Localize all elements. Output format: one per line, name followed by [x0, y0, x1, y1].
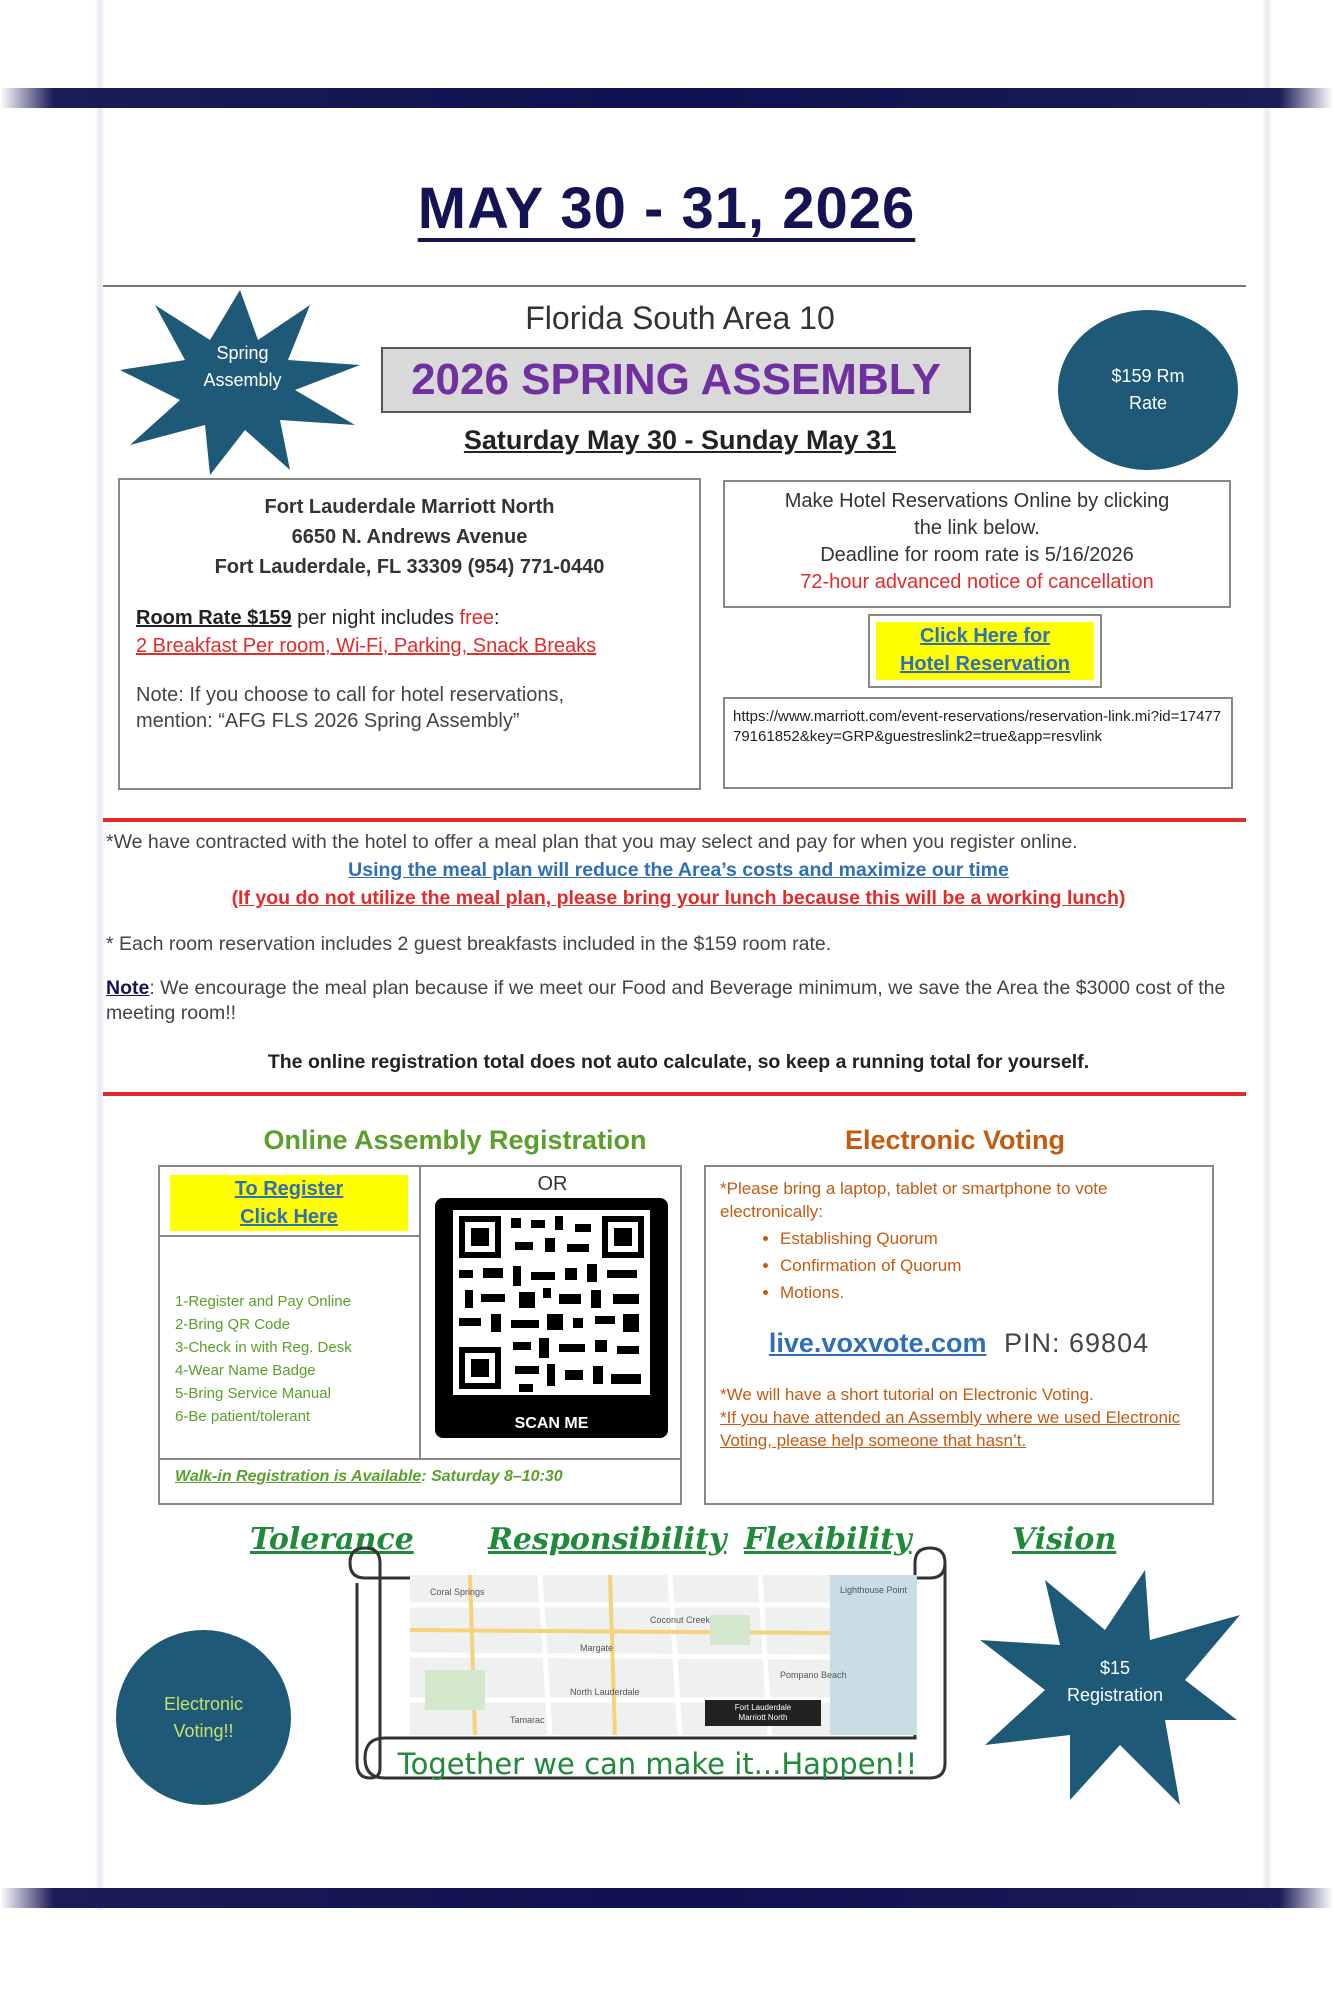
step-6: 6-Be patient/tolerant [175, 1408, 311, 1425]
help-note: *If you have attended an Assembly where we used Electronic Voting, please help someone that hasn’t. [720, 1408, 1181, 1450]
registration-inner-line [158, 1235, 420, 1237]
walk-in-label: Walk-in Registration is Available [175, 1468, 422, 1485]
walk-in-note [175, 1468, 563, 1486]
note-line-1: Note: If you choose to call for hotel reservations, [136, 684, 564, 706]
map-place-north-lauderdale: North Lauderdale [570, 1687, 640, 1697]
step-4: 4-Wear Name Badge [175, 1362, 316, 1379]
voting-pin: PIN: 69804 [1004, 1328, 1150, 1358]
voxvote-link[interactable]: live.voxvote.com [768, 1328, 987, 1358]
qr-code-frame[interactable] [435, 1198, 668, 1438]
voting-item-1: • Establishing Quorum [780, 1227, 1198, 1250]
hotel-reservation-button[interactable]: Click Here for Hotel Reservation [876, 622, 1094, 680]
value-responsibility: Responsibility [488, 1522, 727, 1557]
step-3: 3-Check in with Reg. Desk [175, 1339, 352, 1356]
voting-box [704, 1165, 1214, 1505]
spring-assembly-label: Spring Assembly [203, 343, 282, 390]
map-place-pompano: Pompano Beach [780, 1670, 847, 1680]
note-text: : We encourage the meal plan because if we meet our Food and Beverage minimum, we save the Area the $3000 cost of the meeting room!! [106, 977, 1226, 1024]
registration-steps [175, 1290, 352, 1428]
cancellation-text: 72-hour advanced notice of cancellation [800, 571, 1154, 593]
deadline-text: Deadline for room rate is 5/16/2026 [820, 544, 1134, 566]
map[interactable] [410, 1575, 917, 1735]
map-hotel-marker: Fort Lauderdale Marriott North [705, 1700, 821, 1726]
top-border-bar [0, 88, 1333, 108]
red-divider [103, 818, 1246, 822]
map-place-coral-springs: Coral Springs [430, 1587, 485, 1597]
voting-list [750, 1227, 1198, 1304]
scan-me-label: SCAN ME [514, 1415, 589, 1432]
meal-note [106, 976, 1251, 1026]
register-button[interactable]: To Register Click Here [170, 1175, 408, 1231]
hotel-city-phone: Fort Lauderdale, FL 33309 (954) 771-0440 [214, 556, 605, 578]
voting-access [720, 1328, 1198, 1358]
room-rate-suffix: per night includes [291, 607, 460, 629]
right-frame-edge [1262, 0, 1272, 1910]
breakfast-note: * Each room reservation includes 2 guest breakfasts included in the $159 room rate. [106, 933, 832, 955]
step-5: 5-Bring Service Manual [175, 1385, 331, 1402]
registration-heading: Online Assembly Registration [263, 1125, 647, 1155]
electronic-voting-circle: Electronic Voting!! [116, 1630, 291, 1805]
room-rate-label: Room Rate $159 [136, 607, 292, 629]
reservation-box [723, 480, 1231, 608]
meal-plan-line-1: *We have contracted with the hotel to offer a meal plan that you may select and pay for when you register online. [106, 831, 1078, 853]
voting-item-3: • Motions. [780, 1281, 1198, 1304]
step-1: 1-Register and Pay Online [175, 1293, 351, 1310]
hotel-info-box [118, 478, 701, 790]
area-heading: Florida South Area 10 [525, 300, 835, 336]
reservation-line-2: the link below. [914, 517, 1040, 539]
free-label: free [459, 607, 494, 629]
value-flexibility: Flexibility [744, 1522, 912, 1557]
bottom-border-bar [0, 1888, 1333, 1908]
map-place-coconut-creek: Coconut Creek [650, 1615, 711, 1625]
registration-inner-divider [419, 1165, 421, 1460]
reservation-line-1: Make Hotel Reservations Online by clicking [784, 490, 1170, 512]
qr-code [435, 1198, 668, 1408]
meal-plan-section [106, 828, 1251, 1076]
hotel-street: 6650 N. Andrews Avenue [291, 526, 528, 548]
map-roads [410, 1575, 917, 1735]
running-total-note: The online registration total does not auto calculate, so keep a running total for yourself. [267, 1051, 1090, 1073]
registration-bottom-line [158, 1458, 682, 1460]
map-place-lighthouse-point: Lighthouse Point [840, 1585, 908, 1595]
walk-in-time: : Saturday 8–10:30 [421, 1468, 563, 1485]
includes-text: 2 Breakfast Per room, Wi-Fi, Parking, Snack Breaks [136, 635, 597, 657]
value-vision: Vision [1012, 1522, 1117, 1557]
map-place-margate: Margate [580, 1643, 614, 1653]
value-tolerance: Tolerance [250, 1522, 414, 1557]
colon: : [493, 607, 500, 629]
event-date-title: MAY 30 - 31, 2026 [417, 176, 916, 241]
tutorial-note: *We will have a short tutorial on Electronic Voting. [720, 1385, 1094, 1404]
slogan: Together we can make it...Happen!! [397, 1747, 918, 1781]
voting-item-2: • Confirmation of Quorum [780, 1254, 1198, 1277]
note-line-2: mention: “AFG FLS 2026 Spring Assembly” [136, 710, 520, 732]
map-place-tamarac: Tamarac [510, 1715, 545, 1725]
or-label: OR [537, 1173, 568, 1195]
meal-plan-line-2: Using the meal plan will reduce the Area’s costs and maximize our time [348, 859, 1009, 881]
date-line: Saturday May 30 - Sunday May 31 [463, 425, 897, 455]
hotel-name: Fort Lauderdale Marriott North [264, 496, 555, 518]
red-divider-2 [103, 1092, 1246, 1096]
registration-fee-label: $15 Registration [1066, 1658, 1164, 1705]
voting-heading: Electronic Voting [844, 1125, 1066, 1155]
meal-plan-line-3: (If you do not utilize the meal plan, please bring your lunch because this will be a working lunch) [231, 887, 1126, 909]
room-rate-circle: $159 Rm Rate [1058, 310, 1238, 470]
step-2: 2-Bring QR Code [175, 1316, 291, 1333]
note-label: Note [106, 977, 150, 999]
reservation-url[interactable]: https://www.marriott.com/event-reservations/reservation-link.mi?id=1747779161852&key=GRP&guestreslink2=true&app=resvlink [723, 697, 1233, 789]
voting-intro: *Please bring a laptop, tablet or smartphone to vote electronically: [720, 1179, 1108, 1221]
assembly-title: 2026 SPRING ASSEMBLY [381, 347, 971, 413]
